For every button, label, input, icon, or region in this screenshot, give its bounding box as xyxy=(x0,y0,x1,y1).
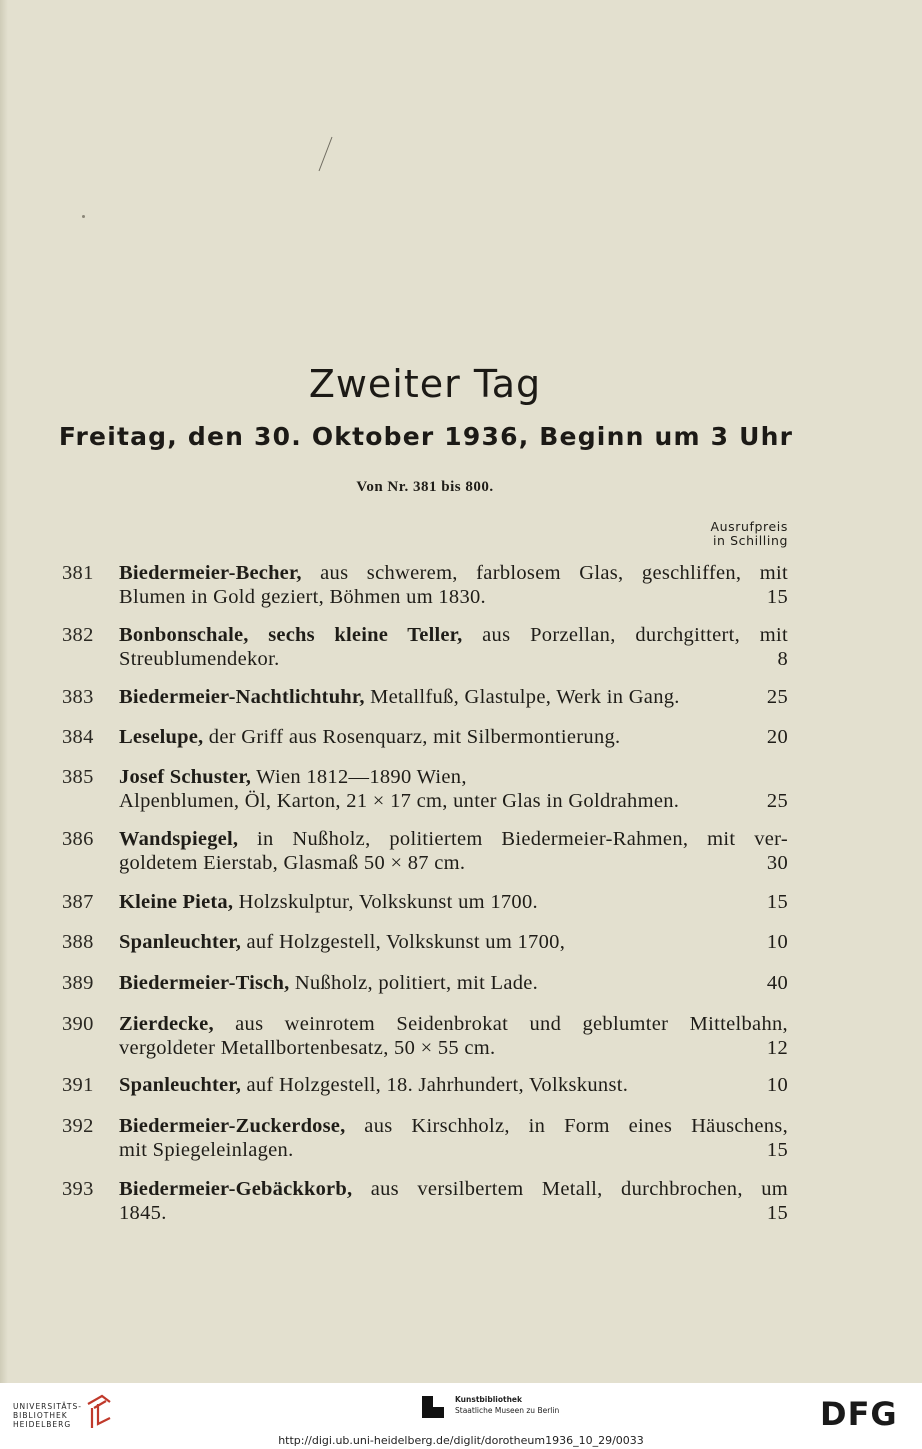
lot-name: Spanleuchter, xyxy=(119,931,242,953)
lot-name: Biedermeier-Becher, xyxy=(119,562,302,584)
lot-description: Nußholz, politiert, mit Lade. xyxy=(289,972,539,994)
pencil-mark xyxy=(316,135,334,173)
lot-description-cont: Alpenblumen, Öl, Karton, 21 × 17 cm, unter Glas in Goldrahmen. xyxy=(119,789,680,812)
lot-description: Wien 1812—1890 Wien, xyxy=(251,766,467,788)
page-edge-shadow xyxy=(0,0,8,1383)
lot-price: 40 xyxy=(766,972,788,994)
lot-description-cont: goldetem Eierstab, Glasmaß 50 × 87 cm. xyxy=(119,851,466,874)
lot-name: Bonbonschale, sechs kleine Teller, xyxy=(119,624,463,646)
lot-range: Von Nr. 381 bis 800. xyxy=(356,479,494,495)
lot-name: Leselupe, xyxy=(119,726,204,748)
lot-number: 386 xyxy=(62,828,94,850)
lot-number: 389 xyxy=(62,972,94,994)
dfg-logo-icon xyxy=(820,1397,910,1429)
lot-number: 390 xyxy=(62,1013,94,1035)
page-subtitle: Freitag, den 30. Oktober 1936, Beginn um 3 Uhr xyxy=(58,422,794,451)
lot-description-cont: Streublumendekor. xyxy=(119,647,280,670)
lot-number: 391 xyxy=(62,1074,94,1096)
lot-number: 382 xyxy=(62,624,94,646)
svg-text:DFG: DFG xyxy=(820,1397,898,1429)
lot-price: 15 xyxy=(766,1138,788,1161)
page-title: Zweiter Tag xyxy=(308,362,542,406)
lot-price: 25 xyxy=(766,686,788,708)
lot-name: Biedermeier-Tisch, xyxy=(119,972,290,994)
kunstbibliothek-text: Kunstbibliothek Staatliche Museen zu Berlin xyxy=(455,1395,560,1415)
lot-description-cont: Blumen in Gold geziert, Böhmen um 1830. xyxy=(119,585,486,608)
lot-description: aus versilbertem Metall, durchbrochen, um xyxy=(352,1178,788,1200)
lot-description: Holzskulptur, Volkskunst um 1700. xyxy=(233,891,538,913)
university-logo-icon xyxy=(84,1394,114,1430)
lot-number: 393 xyxy=(62,1178,94,1200)
lot-description: auf Holzgestell, 18. Jahrhundert, Volkskunst. xyxy=(241,1074,629,1096)
lot-name: Wandspiegel, xyxy=(119,828,239,850)
lot-name: Biedermeier-Gebäckkorb, xyxy=(119,1178,353,1200)
lot-price: 20 xyxy=(766,726,788,748)
lot-name: Biedermeier-Zuckerdose, xyxy=(119,1115,346,1137)
source-url-link[interactable]: http://digi.ub.uni-heidelberg.de/diglit/dorotheum1936_10_29/0033 xyxy=(278,1434,644,1447)
lot-price: 25 xyxy=(766,789,788,812)
lot-price: 15 xyxy=(766,1201,788,1224)
lot-number: 387 xyxy=(62,891,94,913)
lot-description: in Nußholz, politiertem Biedermeier-Rahmen, mit ver- xyxy=(238,828,788,850)
lot-number: 384 xyxy=(62,726,94,748)
lot-description: aus schwerem, farblosem Glas, geschliffen, mit xyxy=(301,562,788,584)
lot-name: Kleine Pieta, xyxy=(119,891,234,913)
lot-number: 381 xyxy=(62,562,94,584)
lot-number: 392 xyxy=(62,1115,94,1137)
lot-number: 388 xyxy=(62,931,94,953)
lot-name: Josef Schuster, xyxy=(119,766,252,788)
lot-description: aus Kirschholz, in Form eines Häuschens, xyxy=(345,1115,788,1137)
lot-price: 15 xyxy=(766,891,788,913)
lot-price: 30 xyxy=(766,851,788,874)
price-column-header: Ausrufpreis in Schilling xyxy=(710,519,788,548)
lot-number: 385 xyxy=(62,766,94,788)
lot-name: Zierdecke, xyxy=(119,1013,214,1035)
university-library-text: UNIVERSITÄTS- BIBLIOTHEK HEIDELBERG xyxy=(13,1402,82,1429)
lot-description-cont: vergoldeter Metallbortenbesatz, 50 × 55 cm. xyxy=(119,1036,496,1059)
lot-description-cont: mit Spiegeleinlagen. xyxy=(119,1138,294,1161)
lot-price: 15 xyxy=(766,585,788,608)
lot-price: 10 xyxy=(766,1074,788,1096)
lot-description: aus Porzellan, durchgittert, mit xyxy=(462,624,788,646)
lot-price: 8 xyxy=(777,647,788,670)
lot-description: Metallfuß, Glastulpe, Werk in Gang. xyxy=(364,686,680,708)
lot-description-cont: 1845. xyxy=(119,1201,167,1224)
lot-description: der Griff aus Rosenquarz, mit Silbermontierung. xyxy=(203,726,621,748)
lot-description: auf Holzgestell, Volkskunst um 1700, xyxy=(241,931,566,953)
lot-name: Spanleuchter, xyxy=(119,1074,242,1096)
lot-price: 12 xyxy=(766,1036,788,1059)
lot-price: 10 xyxy=(766,931,788,953)
lot-number: 383 xyxy=(62,686,94,708)
speck xyxy=(82,215,85,218)
lot-description: aus weinrotem Seidenbrokat und geblumter Mittelbahn, xyxy=(213,1013,788,1035)
kunstbibliothek-logo-icon xyxy=(422,1394,450,1420)
lot-name: Biedermeier-Nachtlichtuhr, xyxy=(119,686,365,708)
